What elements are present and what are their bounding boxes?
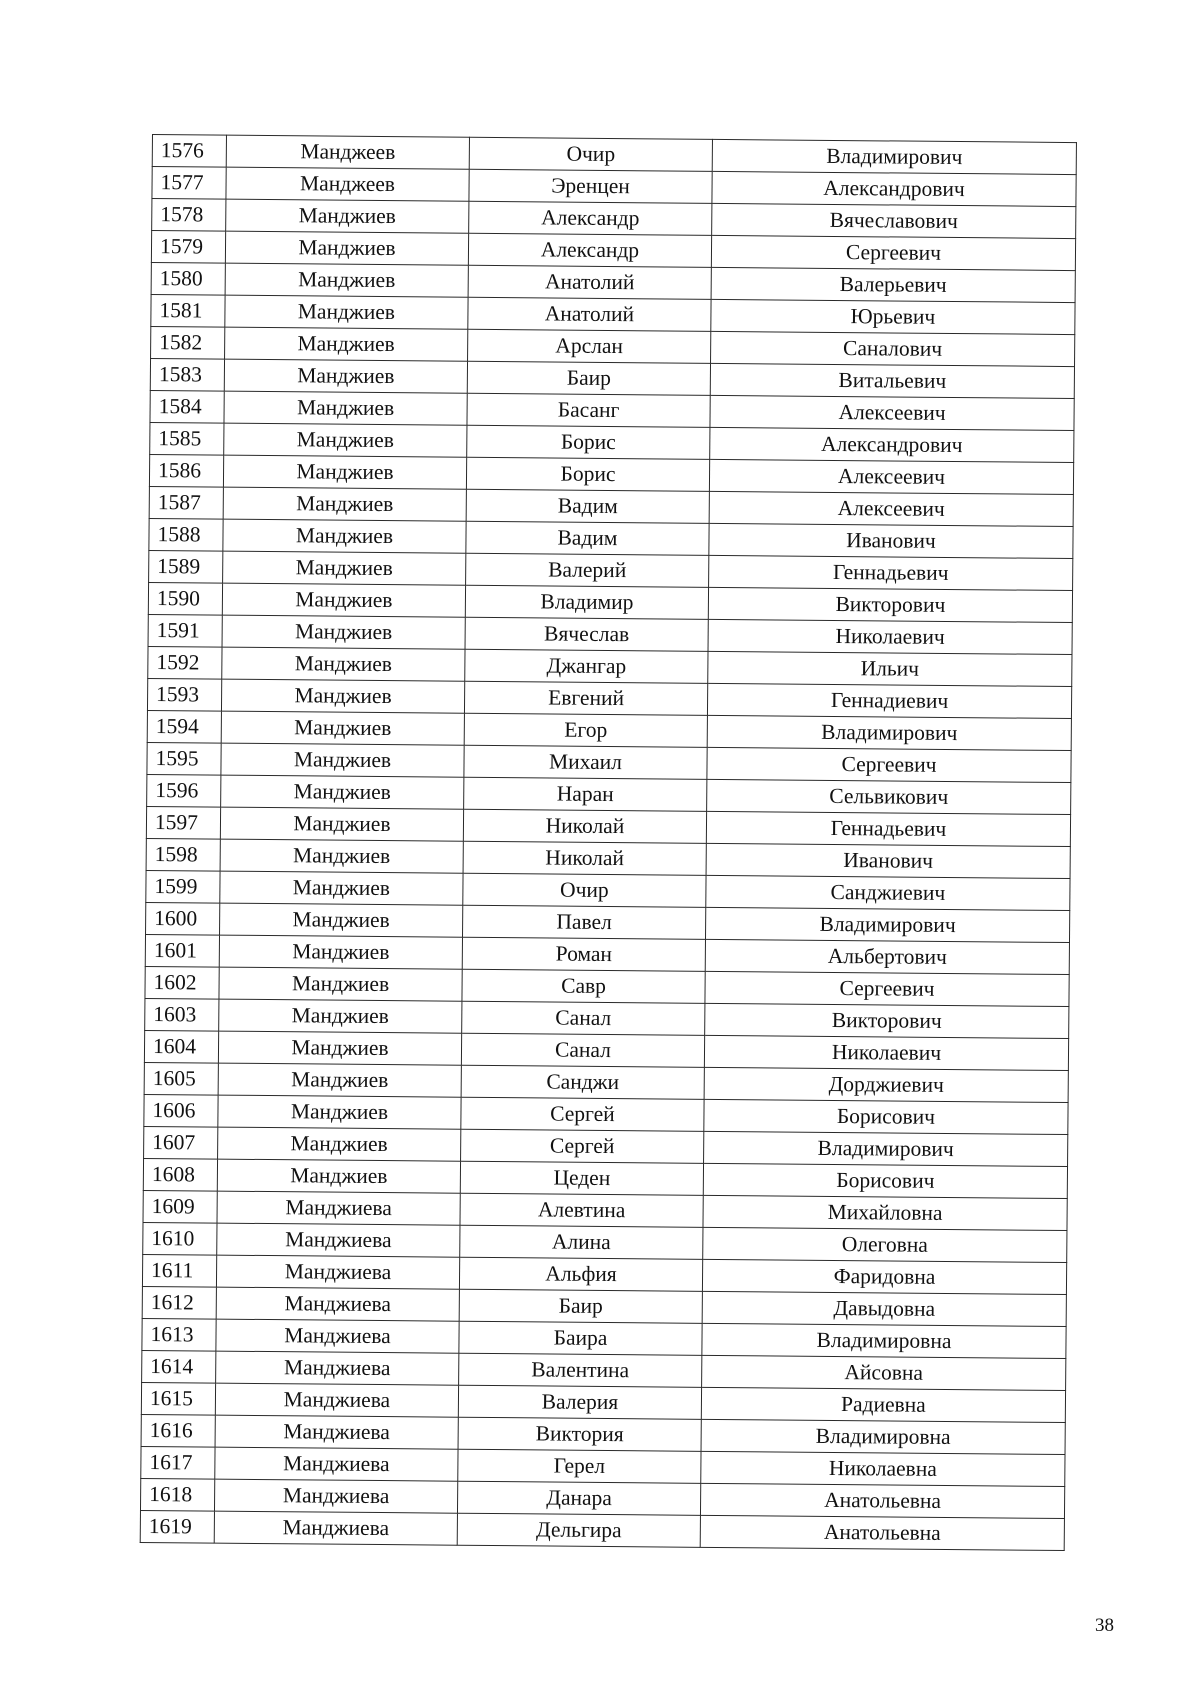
last-name-cell: Манджиев	[218, 1095, 461, 1129]
first-name-cell: Алевтина	[460, 1193, 703, 1227]
last-name-cell: Манджиева	[217, 1191, 460, 1225]
first-name-cell: Анатолий	[468, 297, 711, 331]
last-name-cell: Манджиев	[223, 487, 466, 521]
row-number-cell: 1609	[143, 1190, 217, 1223]
last-name-cell: Манджиев	[221, 711, 464, 745]
first-name-cell: Баир	[459, 1289, 702, 1323]
last-name-cell: Манджиев	[218, 1031, 461, 1065]
patronymic-cell: Вячеславович	[712, 203, 1076, 238]
row-number-cell: 1585	[150, 422, 224, 455]
first-name-cell: Вадим	[466, 489, 709, 523]
patronymic-cell: Владимировна	[702, 1323, 1066, 1358]
row-number-cell: 1594	[147, 710, 221, 743]
first-name-cell: Герел	[458, 1449, 701, 1483]
row-number-cell: 1613	[142, 1318, 216, 1351]
row-number-cell: 1591	[148, 614, 222, 647]
row-number-cell: 1619	[140, 1510, 214, 1543]
first-name-cell: Басанг	[467, 393, 710, 427]
row-number-cell: 1601	[145, 934, 219, 967]
last-name-cell: Манджиев	[220, 807, 463, 841]
patronymic-cell: Владимирович	[705, 907, 1069, 942]
first-name-cell: Валентина	[459, 1353, 702, 1387]
patronymic-cell: Александрович	[712, 171, 1076, 206]
row-number-cell: 1604	[144, 1030, 218, 1063]
row-number-cell: 1587	[149, 486, 223, 519]
row-number-cell: 1590	[148, 582, 222, 615]
first-name-cell: Вячеслав	[465, 617, 708, 651]
patronymic-cell: Санджиевич	[706, 875, 1070, 910]
first-name-cell: Александр	[468, 233, 711, 267]
last-name-cell: Манджиев	[224, 391, 467, 425]
last-name-cell: Манджиев	[223, 551, 466, 585]
patronymic-cell: Сергеевич	[711, 235, 1075, 270]
patronymic-cell: Алексеевич	[709, 491, 1073, 526]
last-name-cell: Манджиев	[222, 615, 465, 649]
row-number-cell: 1595	[147, 742, 221, 775]
first-name-cell: Михаил	[464, 745, 707, 779]
row-number-cell: 1581	[151, 294, 225, 327]
first-name-cell: Баир	[467, 361, 710, 395]
patronymic-cell: Владимирович	[704, 1131, 1068, 1166]
row-number-cell: 1596	[147, 774, 221, 807]
row-number-cell: 1598	[146, 838, 220, 871]
last-name-cell: Манджиева	[215, 1415, 458, 1449]
row-number-cell: 1582	[151, 326, 225, 359]
last-name-cell: Манджиева	[216, 1351, 459, 1385]
patronymic-cell: Айсовна	[702, 1355, 1066, 1390]
first-name-cell: Евгений	[464, 681, 707, 715]
patronymic-cell: Сельвикович	[707, 779, 1071, 814]
row-number-cell: 1600	[146, 902, 220, 935]
row-number-cell: 1584	[150, 390, 224, 423]
patronymic-cell: Владимирович	[712, 139, 1076, 174]
row-number-cell: 1592	[148, 646, 222, 679]
last-name-cell: Манджиева	[214, 1511, 457, 1545]
first-name-cell: Алина	[460, 1225, 703, 1259]
last-name-cell: Манджиев	[218, 1063, 461, 1097]
patronymic-cell: Давыдовна	[702, 1291, 1066, 1326]
last-name-cell: Манджиев	[220, 903, 463, 937]
patronymic-cell: Николаевич	[708, 619, 1072, 654]
first-name-cell: Николай	[463, 809, 706, 843]
first-name-cell: Анатолий	[468, 265, 711, 299]
last-name-cell: Манджиев	[221, 775, 464, 809]
patronymic-cell: Витальевич	[710, 363, 1074, 398]
first-name-cell: Данара	[457, 1481, 700, 1515]
first-name-cell: Валерий	[466, 553, 709, 587]
row-number-cell: 1611	[142, 1254, 216, 1287]
first-name-cell: Вадим	[466, 521, 709, 555]
row-number-cell: 1608	[143, 1158, 217, 1191]
last-name-cell: Манджиева	[216, 1255, 459, 1289]
first-name-cell: Виктория	[458, 1417, 701, 1451]
row-number-cell: 1607	[144, 1126, 218, 1159]
first-name-cell: Очир	[469, 137, 712, 171]
last-name-cell: Манджиев	[219, 999, 462, 1033]
last-name-cell: Манджиев	[225, 327, 468, 361]
last-name-cell: Манджиев	[223, 455, 466, 489]
first-name-cell: Баира	[459, 1321, 702, 1355]
last-name-cell: Манджиев	[220, 871, 463, 905]
patronymic-cell: Анатольевна	[700, 1483, 1064, 1518]
row-number-cell: 1618	[140, 1478, 214, 1511]
first-name-cell: Альфия	[459, 1257, 702, 1291]
page-number: 38	[1095, 1615, 1114, 1636]
first-name-cell: Цеден	[460, 1161, 703, 1195]
last-name-cell: Манджиев	[225, 231, 468, 265]
patronymic-cell: Дорджиевич	[704, 1067, 1068, 1102]
patronymic-cell: Валерьевич	[711, 267, 1075, 302]
row-number-cell: 1603	[145, 998, 219, 1031]
first-name-cell: Борис	[467, 425, 710, 459]
first-name-cell: Сергей	[461, 1097, 704, 1131]
last-name-cell: Манджиева	[214, 1479, 457, 1513]
first-name-cell: Николай	[463, 841, 706, 875]
last-name-cell: Манджиев	[218, 1127, 461, 1161]
patronymic-cell: Алексеевич	[710, 395, 1074, 430]
last-name-cell: Манджиева	[216, 1319, 459, 1353]
last-name-cell: Манджиев	[223, 519, 466, 553]
last-name-cell: Манджеев	[226, 167, 469, 201]
first-name-cell: Дельгира	[457, 1513, 700, 1547]
patronymic-cell: Альбертович	[705, 939, 1069, 974]
names-table-body	[140, 135, 1076, 1551]
row-number-cell: 1580	[151, 262, 225, 295]
patronymic-cell: Владимировна	[701, 1419, 1065, 1454]
patronymic-cell: Александрович	[710, 427, 1074, 462]
patronymic-cell: Саналович	[711, 331, 1075, 366]
row-number-cell: 1602	[145, 966, 219, 999]
patronymic-cell: Иванович	[706, 843, 1070, 878]
row-number-cell: 1586	[149, 454, 223, 487]
patronymic-cell: Ильич	[708, 651, 1072, 686]
patronymic-cell: Сергеевич	[707, 747, 1071, 782]
patronymic-cell: Борисович	[704, 1099, 1068, 1134]
first-name-cell: Савр	[462, 969, 705, 1003]
last-name-cell: Манджиев	[221, 743, 464, 777]
last-name-cell: Манджиев	[222, 583, 465, 617]
first-name-cell: Джангар	[465, 649, 708, 683]
last-name-cell: Манджиева	[215, 1447, 458, 1481]
last-name-cell: Манджиев	[220, 839, 463, 873]
row-number-cell: 1615	[141, 1382, 215, 1415]
patronymic-cell: Владимирович	[707, 715, 1071, 750]
patronymic-cell: Викторович	[708, 587, 1072, 622]
patronymic-cell: Сергеевич	[705, 971, 1069, 1006]
last-name-cell: Манджиев	[224, 359, 467, 393]
last-name-cell: Манджиев	[221, 679, 464, 713]
row-number-cell: 1612	[142, 1286, 216, 1319]
last-name-cell: Манджиев	[226, 199, 469, 233]
first-name-cell: Наран	[464, 777, 707, 811]
row-number-cell: 1583	[150, 358, 224, 391]
last-name-cell: Манджиев	[224, 423, 467, 457]
last-name-cell: Манджиев	[219, 967, 462, 1001]
first-name-cell: Александр	[469, 201, 712, 235]
row-number-cell: 1616	[141, 1414, 215, 1447]
last-name-cell: Манджиев	[222, 647, 465, 681]
patronymic-cell: Геннадиевич	[707, 683, 1071, 718]
last-name-cell: Манджиева	[217, 1223, 460, 1257]
last-name-cell: Манджиева	[216, 1287, 459, 1321]
row-number-cell: 1576	[152, 135, 226, 168]
row-number-cell: 1617	[141, 1446, 215, 1479]
last-name-cell: Манджиев	[225, 295, 468, 329]
patronymic-cell: Геннадьевич	[709, 555, 1073, 590]
last-name-cell: Манджеев	[226, 135, 469, 169]
patronymic-cell: Иванович	[709, 523, 1073, 558]
last-name-cell: Манджиев	[219, 935, 462, 969]
first-name-cell: Борис	[466, 457, 709, 491]
patronymic-cell: Викторович	[705, 1003, 1069, 1038]
row-number-cell: 1579	[151, 231, 225, 264]
row-number-cell: 1614	[142, 1350, 216, 1383]
row-number-cell: 1578	[152, 199, 226, 232]
first-name-cell: Валерия	[458, 1385, 701, 1419]
patronymic-cell: Олеговна	[703, 1227, 1067, 1262]
patronymic-cell: Михайловна	[703, 1195, 1067, 1230]
first-name-cell: Сергей	[461, 1129, 704, 1163]
row-number-cell: 1610	[143, 1222, 217, 1255]
first-name-cell: Егор	[464, 713, 707, 747]
first-name-cell: Очир	[463, 873, 706, 907]
last-name-cell: Манджиева	[215, 1383, 458, 1417]
first-name-cell: Санал	[462, 1001, 705, 1035]
row-number-cell: 1588	[149, 518, 223, 551]
first-name-cell: Владимир	[465, 585, 708, 619]
patronymic-cell: Борисович	[703, 1163, 1067, 1198]
row-number-cell: 1597	[146, 806, 220, 839]
first-name-cell: Санджи	[461, 1065, 704, 1099]
patronymic-cell: Фаридовна	[702, 1259, 1066, 1294]
first-name-cell: Санал	[461, 1033, 704, 1067]
row-number-cell: 1606	[144, 1094, 218, 1127]
last-name-cell: Манджиев	[217, 1159, 460, 1193]
patronymic-cell: Юрьевич	[711, 299, 1075, 334]
patronymic-cell: Алексеевич	[709, 459, 1073, 494]
first-name-cell: Роман	[462, 937, 705, 971]
row-number-cell: 1577	[152, 167, 226, 200]
row-number-cell: 1589	[149, 550, 223, 583]
first-name-cell: Эренцен	[469, 169, 712, 203]
first-name-cell: Павел	[463, 905, 706, 939]
names-table	[140, 134, 1077, 1551]
row-number-cell: 1593	[147, 678, 221, 711]
patronymic-cell: Николаевна	[701, 1451, 1065, 1486]
row-number-cell: 1599	[146, 870, 220, 903]
patronymic-cell: Николаевич	[704, 1035, 1068, 1070]
patronymic-cell: Геннадьевич	[706, 811, 1070, 846]
first-name-cell: Арслан	[468, 329, 711, 363]
patronymic-cell: Радиевна	[701, 1387, 1065, 1422]
last-name-cell: Манджиев	[225, 263, 468, 297]
patronymic-cell: Анатольевна	[700, 1515, 1064, 1550]
row-number-cell: 1605	[144, 1062, 218, 1095]
